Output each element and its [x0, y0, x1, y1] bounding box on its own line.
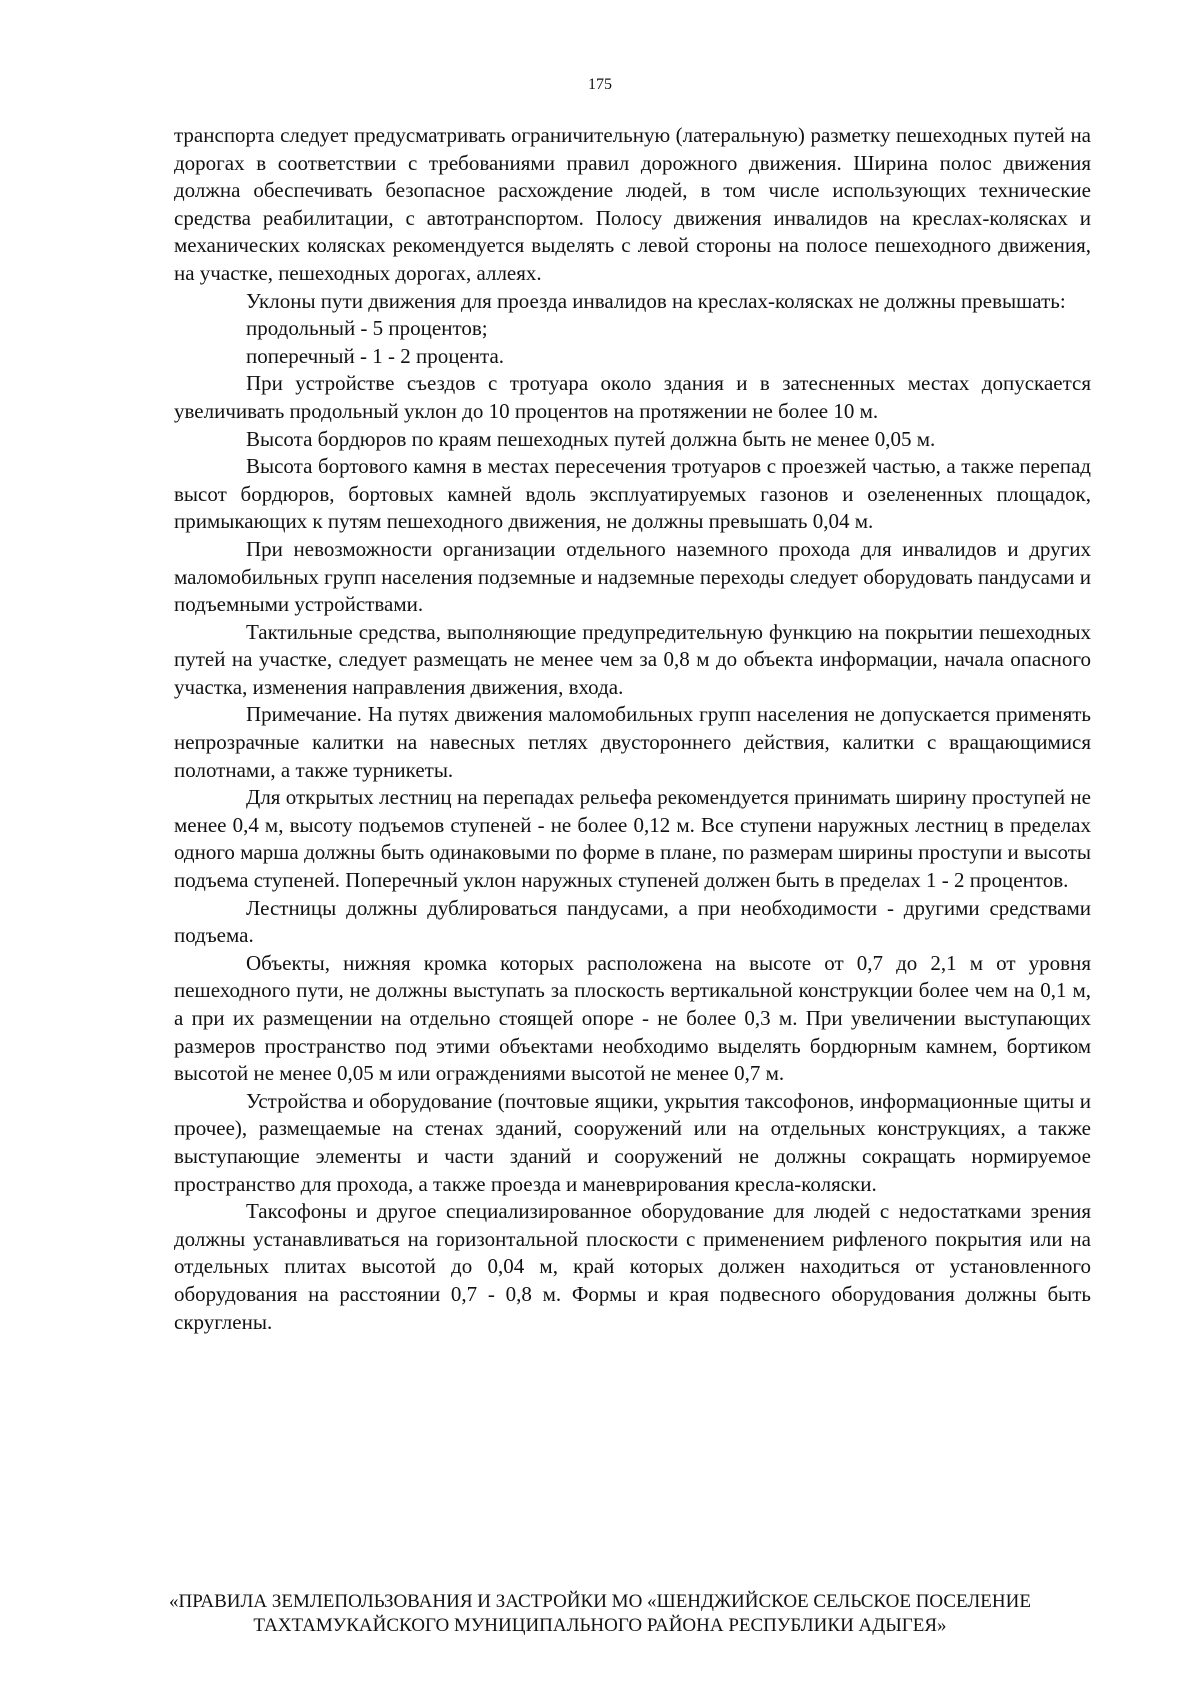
paragraph: Высота бордюров по краям пешеходных путей должна быть не менее 0,05 м.	[246, 426, 936, 451]
list-item: продольный - 5 процентов;	[246, 316, 488, 341]
paragraph: Высота бортового камня в местах пересечения тротуаров с проезжей частью, а также перепад высот бордюров, бортовых камней вдоль эксплуатируемых газонов и озелененных площадок, примыкающих к путям пешеходного движения, не должны превышать 0,04 м.	[174, 454, 1091, 534]
paragraph: Таксофоны и другое специализированное оборудование для людей с недостатками зрения должны устанавливаться на горизонтальной плоскости с применением рифленого покрытия или на отдельных плитах высотой до 0,04 м, край которых должен находиться от установленного оборудования на расстоянии 0,7 - 0,8 м. Формы и края подвесного оборудования должны быть скруглены.	[174, 1199, 1091, 1334]
paragraph: При устройстве съездов с тротуара около здания и в затесненных местах допускается увеличивать продольный уклон до 10 процентов на протяжении не более 10 м.	[174, 371, 1091, 423]
paragraph: Устройства и оборудование (почтовые ящики, укрытия таксофонов, информационные щиты и прочее), размещаемые на стенах зданий, сооружений или на отдельных конструкциях, а также выступающие элементы и части зданий и сооружений не должны сокращать нормируемое пространство для прохода, а также проезда и маневрирования кресла-коляски.	[174, 1088, 1091, 1196]
paragraph: транспорта следует предусматривать ограничительную (латеральную) разметку пешеходных путей на дорогах в соответствии с требованиями правил дорожного движения. Ширина полос движения должна обеспечивать безопасное расхождение людей, в том числе использующих технические средства реабилитации, с автотранспортом. Полосу движения инвалидов на креслах-колясках и механических колясках рекомендуется выделять с левой стороны на полосе пешеходного движения, на участке, пешеходных дорогах, аллеях.	[174, 123, 1091, 285]
footer-line-1: «ПРАВИЛА ЗЕМЛЕПОЛЬЗОВАНИЯ И ЗАСТРОЙКИ МО «ШЕНДЖИЙСКОЕ СЕЛЬСКОЕ ПОСЕЛЕНИЕ	[169, 1591, 1031, 1612]
paragraph: Лестницы должны дублироваться пандусами, а при необходимости - другими средствами подъема.	[174, 895, 1091, 948]
paragraph: Для открытых лестниц на перепадах рельефа рекомендуется принимать ширину проступей не менее 0,4 м, высоту подъемов ступеней - не более 0,12 м. Все ступени наружных лестниц в пределах одного марша должны быть одинаковыми по форме в плане, по размерам ширины проступи и высоты подъема ступеней. Поперечный уклон наружных ступеней должен быть в пределах 1 - 2 процентов.	[174, 785, 1091, 893]
footer-line-2: ТАХТАМУКАЙСКОГО МУНИЦИПАЛЬНОГО РАЙОНА РЕСПУБЛИКИ АДЫГЕЯ»	[253, 1615, 947, 1636]
list-item: поперечный - 1 - 2 процента.	[246, 343, 505, 368]
note-paragraph: Примечание. На путях движения маломобильных групп населения не допускается применять непрозрачные калитки на навесных петлях двустороннего действия, калитки с вращающимися полотнами, а также турникеты.	[174, 702, 1091, 782]
paragraph: Уклоны пути движения для проезда инвалидов на креслах-колясках не должны превышать:	[246, 288, 1066, 313]
paragraph: Тактильные средства, выполняющие предупредительную функцию на покрытии пешеходных путей на участке, следует размещать не менее чем за 0,8 м до объекта информации, начала опасного участка, изменения направления движения, входа.	[174, 619, 1091, 699]
page-number: 175	[588, 76, 612, 93]
document-body	[174, 122, 1091, 1336]
paragraph: При невозможности организации отдельного наземного прохода для инвалидов и других маломобильных групп населения подземные и надземные переходы следует оборудовать пандусами и подъемными устройствами.	[174, 536, 1091, 617]
paragraph: Объекты, нижняя кромка которых расположена на высоте от 0,7 до 2,1 м от уровня пешеходного пути, не должны выступать за плоскость вертикальной конструкции более чем на 0,1 м, а при их размещении на отдельно стоящей опоре - не более 0,3 м. При увеличении выступающих размеров пространство под этими объектами необходимо выделять бордюрным камнем, бортиком высотой не менее 0,05 м или ограждениями высотой не менее 0,7 м.	[174, 950, 1091, 1086]
document-footer	[0, 1590, 1200, 1638]
